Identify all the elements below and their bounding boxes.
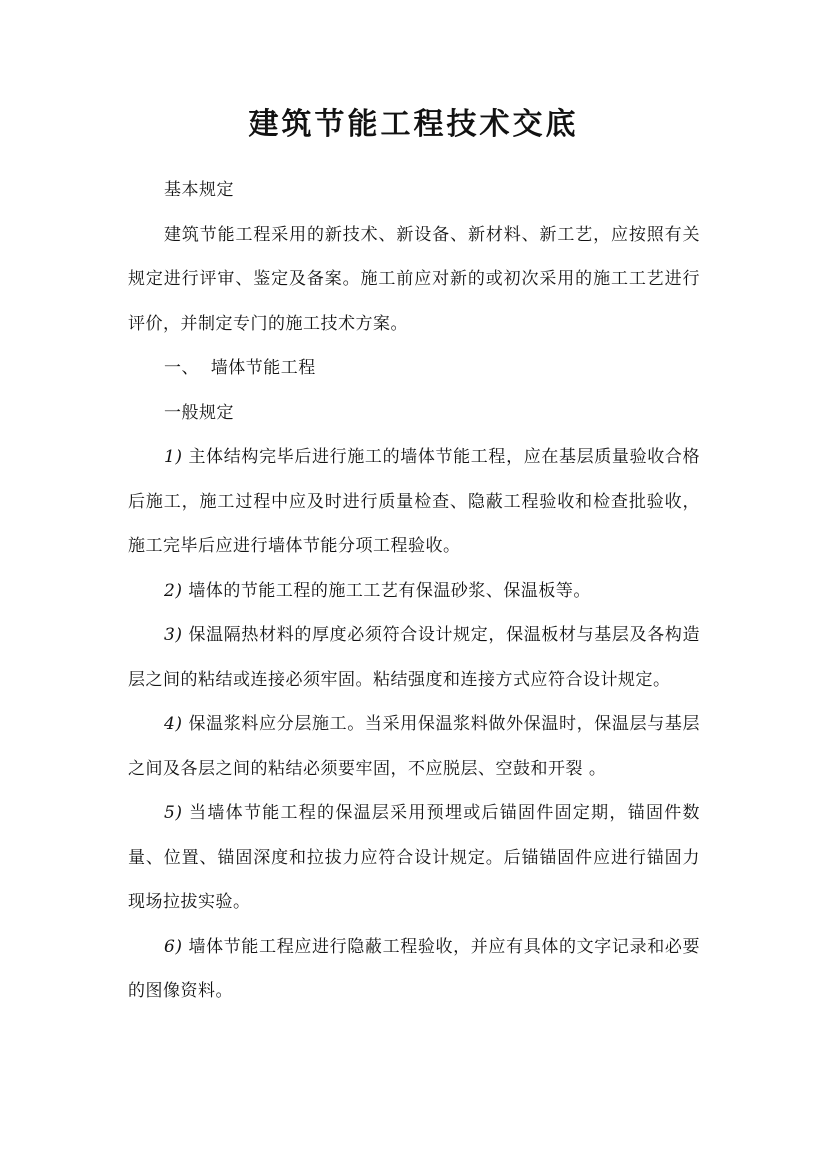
rule-text: 墙体节能工程应进行隐蔽工程验收，并应有具体的文字记录和必要的图像资料。: [128, 936, 700, 1001]
rule-text: 当墙体节能工程的保温层采用预埋或后锚固件固定期，锚固件数量、位置、锚固深度和拉拔力应符合设计规定。后锚锚固件应进行锚固力现场拉拔实验。: [128, 803, 701, 912]
document-title: 建筑节能工程技术交底: [248, 107, 579, 142]
rule-text: 保温浆料应分层施工。当采用保温浆料做外保温时，保温层与基层之间及各层之间的粘结必须要牢固，不应脱层、空鼓和开裂 。: [128, 714, 700, 779]
rule-item-3: [128, 613, 700, 702]
document-body: [128, 168, 700, 1014]
basic-rules-heading: 基本规定: [164, 180, 234, 200]
general-rules-heading: 一般规定: [164, 402, 234, 423]
wall-section-heading: 一、 墙体节能工程: [164, 358, 316, 378]
rule-item-1: [128, 435, 700, 569]
rule-number: 5): [164, 803, 183, 823]
rule-item-4: [128, 702, 700, 791]
basic-rules-paragraph: 建筑节能工程采用的新技术、新设备、新材料、新工艺，应按照有关规定进行评审、鉴定及备案。施工前应对新的或初次采用的施工工艺进行评价，并制定专门的施工技术方案。: [128, 224, 700, 334]
rule-number: 3): [164, 625, 183, 645]
rule-text: 主体结构完毕后进行施工的墙体节能工程，应在基层质量验收合格后施工，施工过程中应及时进行质量检查、隐蔽工程验收和检查批验收，施工完毕后应进行墙体节能分项工程验收。: [128, 447, 700, 556]
rule-item-2: [128, 569, 700, 614]
rule-number: 4): [164, 714, 183, 734]
rule-number: 1): [164, 447, 183, 467]
rule-number: 6): [164, 936, 183, 957]
rule-item-5: [128, 791, 700, 925]
rule-item-6: [128, 925, 700, 1014]
rule-text: 墙体的节能工程的施工工艺有保温砂浆、保温板等。: [188, 580, 591, 601]
rule-number: 2): [164, 580, 183, 601]
rule-text: 保温隔热材料的厚度必须符合设计规定，保温板材与基层及各构造层之间的粘结或连接必须牢固。粘结强度和连接方式应符合设计规定。: [128, 625, 700, 690]
